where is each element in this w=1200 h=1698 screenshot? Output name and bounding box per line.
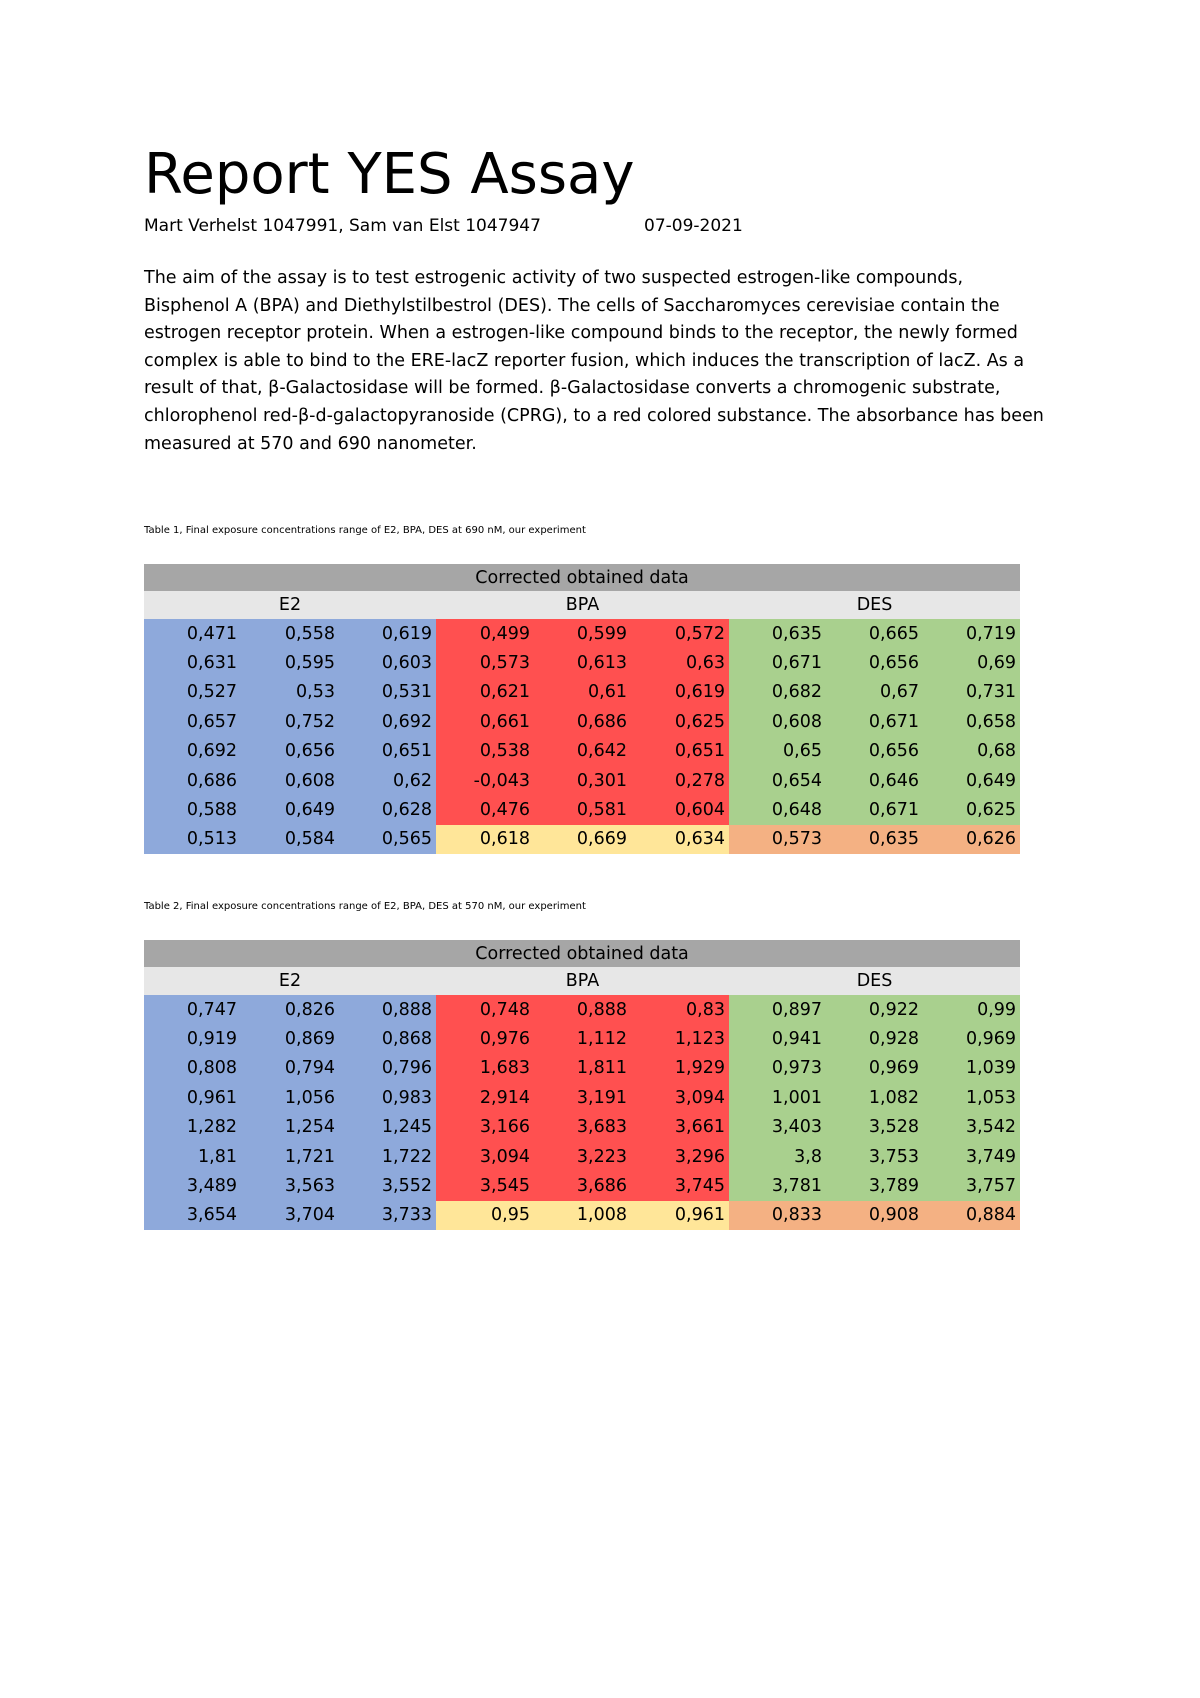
- group-header-bpa: BPA: [436, 967, 729, 995]
- table-cell: 0,969: [826, 1054, 923, 1083]
- table-cell: 0,686: [534, 707, 631, 736]
- table-cell: 3,545: [436, 1171, 534, 1200]
- table-cell: 0,869: [241, 1024, 339, 1053]
- table-cell: 0,656: [826, 648, 923, 677]
- table-cell: 0,619: [631, 678, 729, 707]
- table-cell: 1,254: [241, 1113, 339, 1142]
- table-cell: 0,68: [923, 737, 1020, 766]
- table-cell: 0,527: [144, 678, 241, 707]
- table-cell: 3,749: [923, 1142, 1020, 1171]
- table-cell: 0,565: [339, 825, 436, 854]
- table-row: [144, 825, 1020, 854]
- table-cell: 0,888: [534, 995, 631, 1024]
- table-row: [144, 795, 1020, 824]
- table-cell: 0,595: [241, 648, 339, 677]
- table-row: [144, 1171, 1020, 1200]
- table-cell: 0,613: [534, 648, 631, 677]
- table-row: [144, 707, 1020, 736]
- table-cell: 0,53: [241, 678, 339, 707]
- table-row: [144, 737, 1020, 766]
- table-cell: 0,747: [144, 995, 241, 1024]
- table-cell: 3,789: [826, 1171, 923, 1200]
- table-cell: 0,692: [339, 707, 436, 736]
- table-cell: 0,83: [631, 995, 729, 1024]
- table-cell: 0,476: [436, 795, 534, 824]
- table-cell: 0,278: [631, 766, 729, 795]
- table-cell: 0,635: [826, 825, 923, 854]
- table-cell: 0,599: [534, 619, 631, 648]
- table-cell: 0,634: [631, 825, 729, 854]
- table-row: [144, 648, 1020, 677]
- table-cell: 0,919: [144, 1024, 241, 1053]
- table-row: [144, 1054, 1020, 1083]
- table-cell: 3,166: [436, 1113, 534, 1142]
- table-cell: 1,282: [144, 1113, 241, 1142]
- table-cell: 0,794: [241, 1054, 339, 1083]
- table-row: [144, 1024, 1020, 1053]
- table-cell: 0,748: [436, 995, 534, 1024]
- group-header-des: DES: [729, 591, 1020, 619]
- table-cell: 0,642: [534, 737, 631, 766]
- table-row: [144, 1142, 1020, 1171]
- table-cell: 3,781: [729, 1171, 826, 1200]
- table-cell: 0,731: [923, 678, 1020, 707]
- table-cell: 3,8: [729, 1142, 826, 1171]
- table-cell: 0,646: [826, 766, 923, 795]
- table-cell: 0,99: [923, 995, 1020, 1024]
- table-cell: 0,651: [339, 737, 436, 766]
- table-title: Corrected obtained data: [144, 564, 1020, 591]
- table-cell: 0,657: [144, 707, 241, 736]
- data-table-2: [144, 940, 1020, 1230]
- table-cell: 0,808: [144, 1054, 241, 1083]
- table-cell: 0,658: [923, 707, 1020, 736]
- table-cell: 0,719: [923, 619, 1020, 648]
- table-cell: 3,094: [436, 1142, 534, 1171]
- table-cell: 0,649: [241, 795, 339, 824]
- table-cell: 0,884: [923, 1201, 1020, 1230]
- table-cell: 3,654: [144, 1201, 241, 1230]
- table-cell: 1,123: [631, 1024, 729, 1053]
- table-1-caption: Table 1, Final exposure concentrations range of E2, BPA, DES at 690 nM, our experiment: [144, 525, 586, 536]
- table-cell: 3,683: [534, 1113, 631, 1142]
- table-cell: 3,686: [534, 1171, 631, 1200]
- table-cell: 0,671: [729, 648, 826, 677]
- table-cell: 0,671: [826, 795, 923, 824]
- table-row: [144, 678, 1020, 707]
- authors: Mart Verhelst 1047991, Sam van Elst 1047947: [144, 216, 541, 236]
- table-cell: 0,671: [826, 707, 923, 736]
- table-cell: 1,245: [339, 1113, 436, 1142]
- table-cell: 0,628: [339, 795, 436, 824]
- table-cell: 3,757: [923, 1171, 1020, 1200]
- table-cell: 0,897: [729, 995, 826, 1024]
- table-cell: 0,531: [339, 678, 436, 707]
- table-cell: 0,654: [729, 766, 826, 795]
- table-cell: 0,65: [729, 737, 826, 766]
- table-cell: 3,528: [826, 1113, 923, 1142]
- table-cell: 3,296: [631, 1142, 729, 1171]
- table-cell: 1,811: [534, 1054, 631, 1083]
- table-row: [144, 1083, 1020, 1112]
- table-cell: 3,745: [631, 1171, 729, 1200]
- table-cell: 1,721: [241, 1142, 339, 1171]
- table-cell: 3,661: [631, 1113, 729, 1142]
- table-row: [144, 1201, 1020, 1230]
- table-cell: 3,542: [923, 1113, 1020, 1142]
- table-cell: -0,043: [436, 766, 534, 795]
- table-cell: 0,826: [241, 995, 339, 1024]
- table-cell: 1,001: [729, 1083, 826, 1112]
- table-cell: 1,053: [923, 1083, 1020, 1112]
- table-cell: 0,656: [241, 737, 339, 766]
- table-cell: 0,969: [923, 1024, 1020, 1053]
- group-header-bpa: BPA: [436, 591, 729, 619]
- table-cell: 0,961: [631, 1201, 729, 1230]
- table-cell: 3,552: [339, 1171, 436, 1200]
- table-cell: 0,67: [826, 678, 923, 707]
- table-cell: 0,625: [923, 795, 1020, 824]
- table-cell: 0,648: [729, 795, 826, 824]
- table-cell: 0,833: [729, 1201, 826, 1230]
- table-title-row: [144, 940, 1020, 967]
- page-title: Report YES Assay: [144, 142, 635, 207]
- table-cell: 0,686: [144, 766, 241, 795]
- table-cell: 0,661: [436, 707, 534, 736]
- table-cell: 0,63: [631, 648, 729, 677]
- table-2-caption: Table 2, Final exposure concentrations range of E2, BPA, DES at 570 nM, our experiment: [144, 901, 586, 912]
- table-cell: 0,603: [339, 648, 436, 677]
- table-row: [144, 766, 1020, 795]
- table-cell: 0,619: [339, 619, 436, 648]
- table-cell: 1,082: [826, 1083, 923, 1112]
- table-cell: 0,573: [729, 825, 826, 854]
- table-title: Corrected obtained data: [144, 940, 1020, 967]
- table-cell: 3,223: [534, 1142, 631, 1171]
- table-cell: 0,499: [436, 619, 534, 648]
- table-cell: 0,752: [241, 707, 339, 736]
- group-header-row: [144, 591, 1020, 619]
- table-cell: 3,191: [534, 1083, 631, 1112]
- table-cell: 1,683: [436, 1054, 534, 1083]
- table-cell: 0,922: [826, 995, 923, 1024]
- table-cell: 0,618: [436, 825, 534, 854]
- table-cell: 0,604: [631, 795, 729, 824]
- table-cell: 0,669: [534, 825, 631, 854]
- table-cell: 1,008: [534, 1201, 631, 1230]
- table-row: [144, 619, 1020, 648]
- table-cell: 0,588: [144, 795, 241, 824]
- table-cell: 0,941: [729, 1024, 826, 1053]
- report-date: 07-09-2021: [644, 216, 743, 236]
- table-cell: 0,69: [923, 648, 1020, 677]
- table-title-row: [144, 564, 1020, 591]
- table-cell: 0,471: [144, 619, 241, 648]
- table-cell: 0,796: [339, 1054, 436, 1083]
- table-cell: 0,665: [826, 619, 923, 648]
- table-cell: 3,489: [144, 1171, 241, 1200]
- table-cell: 0,649: [923, 766, 1020, 795]
- table-cell: 1,039: [923, 1054, 1020, 1083]
- byline: [144, 214, 743, 238]
- table-cell: 0,301: [534, 766, 631, 795]
- table-cell: 0,973: [729, 1054, 826, 1083]
- table-cell: 3,403: [729, 1113, 826, 1142]
- table-cell: 0,573: [436, 648, 534, 677]
- table-cell: 0,976: [436, 1024, 534, 1053]
- table-cell: 1,722: [339, 1142, 436, 1171]
- table-cell: 1,929: [631, 1054, 729, 1083]
- table-cell: 0,868: [339, 1024, 436, 1053]
- table-cell: 0,621: [436, 678, 534, 707]
- table-cell: 1,056: [241, 1083, 339, 1112]
- table-cell: 1,81: [144, 1142, 241, 1171]
- table-cell: 0,961: [144, 1083, 241, 1112]
- table-cell: 0,888: [339, 995, 436, 1024]
- table-cell: 0,656: [826, 737, 923, 766]
- table-cell: 0,625: [631, 707, 729, 736]
- table-cell: 0,626: [923, 825, 1020, 854]
- table-cell: 0,581: [534, 795, 631, 824]
- table-cell: 0,584: [241, 825, 339, 854]
- table-cell: 0,983: [339, 1083, 436, 1112]
- group-header-e2: E2: [144, 591, 436, 619]
- table-cell: 2,914: [436, 1083, 534, 1112]
- table-cell: 0,538: [436, 737, 534, 766]
- table-cell: 0,692: [144, 737, 241, 766]
- table-cell: 0,631: [144, 648, 241, 677]
- table-cell: 3,753: [826, 1142, 923, 1171]
- group-header-row: [144, 967, 1020, 995]
- table-cell: 0,928: [826, 1024, 923, 1053]
- group-header-e2: E2: [144, 967, 436, 995]
- table-cell: 0,908: [826, 1201, 923, 1230]
- table-cell: 3,733: [339, 1201, 436, 1230]
- intro-paragraph: The aim of the assay is to test estrogenic activity of two suspected estrogen-like compounds, Bisphenol A (BPA) and Diethylstilbestrol (DES). The cells of Saccharomyces cerevisiae contain the estrogen receptor protein. When a estrogen-like compound binds to the receptor, the newly formed complex is able to bind to the ERE-lacZ reporter fusion, which induces the transcription of lacZ. As a result of that, β-Galactosidase will be formed. β-Galactosidase converts a chromogenic substrate, chlorophenol red-β-d-galactopyranoside (CPRG), to a red colored substance. The absorbance has been measured at 570 and 690 nanometer.: [144, 268, 1044, 454]
- data-table-1: [144, 564, 1020, 854]
- table-cell: 3,563: [241, 1171, 339, 1200]
- table-cell: 0,682: [729, 678, 826, 707]
- table-cell: 0,608: [241, 766, 339, 795]
- table-cell: 0,608: [729, 707, 826, 736]
- table-cell: 0,95: [436, 1201, 534, 1230]
- table-row: [144, 995, 1020, 1024]
- table-cell: 0,61: [534, 678, 631, 707]
- table-cell: 1,112: [534, 1024, 631, 1053]
- table-cell: 0,62: [339, 766, 436, 795]
- table-cell: 3,704: [241, 1201, 339, 1230]
- table-cell: 0,558: [241, 619, 339, 648]
- group-header-des: DES: [729, 967, 1020, 995]
- table-cell: 0,651: [631, 737, 729, 766]
- table-row: [144, 1113, 1020, 1142]
- table-cell: 0,513: [144, 825, 241, 854]
- table-cell: 0,572: [631, 619, 729, 648]
- table-cell: 0,635: [729, 619, 826, 648]
- table-cell: 3,094: [631, 1083, 729, 1112]
